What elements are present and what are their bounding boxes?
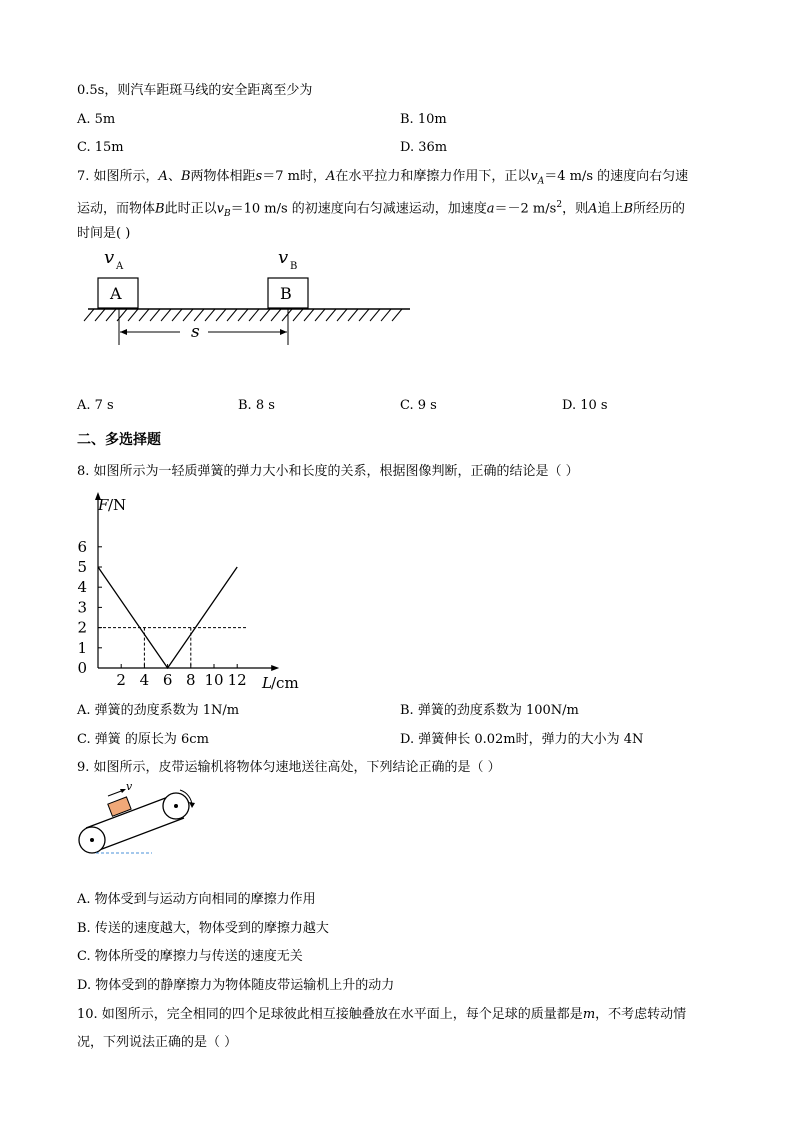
arrowhead-right (280, 329, 287, 335)
belt-bottom (94, 818, 184, 852)
q9-option-b: B. 传送的速度越大，物体受到的摩擦力越大 (77, 921, 329, 936)
y-tick-label: 4 (77, 578, 87, 597)
dist-label: s (191, 322, 200, 342)
belt-top (86, 794, 176, 828)
q8-option-a: A. 弹簧的劲度系数为 1N/m (77, 703, 240, 718)
cargo-box (108, 797, 131, 816)
q8-stem: 8. 如图所示为一轻质弹簧的弹力大小和长度的关系，根据图像判断，正确的结论是（ ） (77, 464, 579, 479)
q7-stem-line1: 7. 如图所示，A、B两物体相距s＝7 m时，A在水平拉力和摩擦力作用下，正以$v_A=4$ m/s 的速度向右匀速 (77, 169, 689, 187)
q7-option-d: D. 10 s (562, 398, 608, 413)
y-tick-label: 5 (77, 558, 87, 576)
q9-conveyor-figure (76, 778, 196, 858)
lower-pulley-axle (90, 838, 94, 842)
q9-option-a: A. 物体受到与运动方向相同的摩擦力作用 (77, 892, 316, 907)
x-tick-label: 2 (116, 671, 126, 689)
vb-subscript: B (290, 261, 298, 272)
q8-option-c: C. 弹簧 的原长为 6cm (77, 732, 209, 747)
vb-label: v (278, 247, 289, 268)
force-length-line (98, 567, 237, 668)
q7-option-b: B. 8 s (238, 398, 275, 413)
q8-chart (68, 490, 308, 690)
x-tick-label: 4 (139, 671, 150, 689)
q6-option-b: B. 10m (400, 112, 447, 127)
x-axis-arrow-icon (271, 665, 279, 671)
x-tick-label: 10 (204, 671, 224, 689)
q9-stem: 9. 如图所示，皮带运输机将物体匀速地送往高处，下列结论正确的是（ ） (77, 760, 501, 775)
x-tick-label: 12 (227, 671, 247, 689)
q7-stem-line3: 时间是( ) (77, 226, 131, 241)
y-tick-label: 6 (77, 537, 87, 556)
q9-option-d: D. 物体受到的静摩擦力为物体随皮带运输机上升的动力 (77, 978, 395, 993)
va-subscript: A (116, 261, 124, 272)
q6-option-c: C. 15m (77, 140, 124, 155)
rotation-arrowhead-icon (189, 802, 195, 808)
y-tick-label: 1 (77, 638, 87, 657)
upper-pulley-axle (174, 804, 178, 808)
va-label: v (104, 247, 115, 268)
x-axis-unit: /cm (271, 674, 299, 692)
x-tick-label: 8 (186, 671, 196, 689)
x-tick-label: 6 (162, 671, 173, 689)
velocity-label: v (126, 780, 133, 793)
y-tick-label: 3 (77, 598, 87, 617)
ground-hatching (84, 309, 402, 321)
q7-figure (80, 245, 420, 355)
q7-option-a: A. 7 s (77, 398, 114, 413)
y-tick-label: 0 (77, 659, 87, 677)
q6-option-a: A. 5m (77, 112, 116, 127)
x-axis-symbol: L (262, 674, 272, 692)
q7-option-c: C. 9 s (400, 398, 437, 413)
y-tick-label: 2 (77, 618, 87, 637)
block-b-label: B (280, 284, 292, 303)
q6-option-d: D. 36m (400, 140, 448, 155)
q9-option-c: C. 物体所受的摩擦力与传送的速度无关 (77, 949, 303, 964)
section-heading: 二、多选择题 (77, 432, 161, 448)
q10-stem-line1: 10. 如图所示，完全相同的四个足球彼此相互接触叠放在水平面上，每个足球的质量都是m，不考虑转动情 (77, 1007, 687, 1022)
block-a-label: A (110, 284, 122, 303)
y-axis-unit: /N (108, 496, 127, 514)
arrowhead-left (120, 329, 127, 335)
q10-stem-line2: 况，下列说法正确的是（ ） (77, 1035, 238, 1050)
y-axis-symbol: F (98, 496, 109, 514)
q8-option-d: D. 弹簧伸长 0.02m时，弹力的大小为 4N (400, 732, 644, 747)
q7-stem-line2: 运动，而物体B此时正以$v_B=10$ m/s 的初速度向右匀减速运动，加速度a＝－2 $m/s^2$，则A追上B所经历的 (77, 200, 686, 219)
q6-stem-continuation: 0.5s，则汽车距斑马线的安全距离至少为 (77, 83, 313, 98)
q8-option-b: B. 弹簧的劲度系数为 100N/m (400, 703, 579, 718)
